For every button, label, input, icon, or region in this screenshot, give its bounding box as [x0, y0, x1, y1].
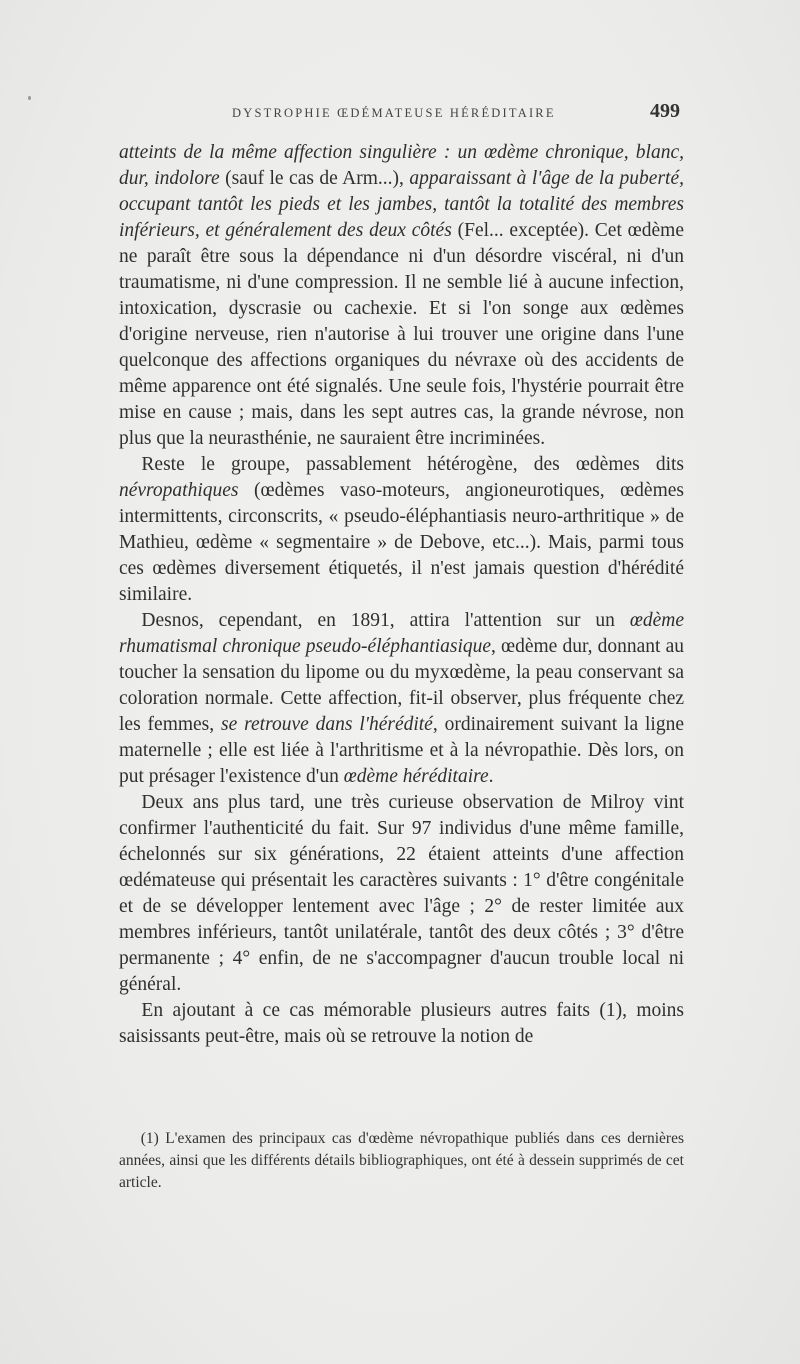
page-number: 499 — [650, 100, 680, 122]
body-text — [119, 140, 684, 1050]
paragraph — [119, 452, 684, 608]
paragraph — [119, 608, 684, 790]
paragraph — [119, 140, 684, 452]
footnote: (1) L'examen des principaux cas d'œdème névropathique publiés dans ces dernières années, ainsi que les différents détails bibliographiques, ont été à dessein supprimés de cet article. — [119, 1130, 684, 1191]
text-run: . — [488, 766, 494, 787]
text-run: (sauf le cas de Arm...), — [219, 168, 410, 189]
paragraph — [119, 998, 684, 1050]
text-run: , ordinairement suivant la ligne maternelle ; elle est liée à l'arthritisme et à la névropathie. Dès lors, on put présager l'existence d'un — [119, 714, 684, 787]
italic-text: névropathiques — [119, 480, 239, 501]
italic-text: œdème héréditaire — [343, 766, 489, 787]
text-run: Deux ans plus tard, une très curieuse observation de Milroy vint confirmer l'authenticité du fait. Sur 97 individus d'une même famille, échelonnés sur six générations, 22 étaient atteints d'une affection œdémateuse qui présentait les caractères suivants : 1° d'être congénitale et de se développer lentement avec l'âge ; 2° de rester limitée aux membres inférieurs, tantôt unilatérale, tantôt des deux côtés ; 3° d'être permanente ; 4° enfin, de ne s'accompagner d'aucun trouble local ni général. — [119, 792, 684, 995]
paragraph — [119, 790, 684, 998]
italic-text: œdème rhumatismal chronique pseudo-éléphantiasique — [119, 610, 684, 657]
text-run: Reste le groupe, passablement hétérogène, des œdèmes dits — [141, 454, 684, 475]
italic-text: se retrouve dans l'hérédité — [221, 714, 433, 735]
text-run: , œdème dur, donnant au toucher la sensation du lipome ou du myxœdème, la peau conservant sa coloration normale. Cette affection, fit-il observer, plus fréquente chez les femmes, — [119, 636, 684, 735]
text-run: Desnos, cependant, en 1891, attira l'attention sur un — [141, 610, 630, 631]
text-run: (Fel... exceptée). Cet œdème ne paraît être sous la dépendance ni d'un désordre viscéral, ni d'un traumatisme, ni d'une compression. Il ne semble lié à aucune infection, intoxication, dyscrasie ou cachexie. Et si l'on songe aux œdèmes d'origine nerveuse, rien n'autorise à lui trouver une origine dans l'une quelconque des affections organiques du névraxe où des accidents de même apparence ont été signalés. Une seule fois, l'hystérie pourrait être mise en cause ; mais, dans les sept autres cas, la grande névrose, non plus que la neurasthénie, ne sauraient être incriminées. — [119, 220, 684, 449]
running-header: DYSTROPHIE ŒDÉMATEUSE HÉRÉDITAIRE — [232, 106, 556, 120]
text-run: En ajoutant à ce cas mémorable plusieurs autres faits (1), moins saisissants peut-être, mais où se retrouve la notion de — [119, 1000, 684, 1047]
page-speck — [28, 96, 31, 100]
italic-text: atteints de la même affection singulière : un œdème chronique, blanc, dur, indolore — [119, 142, 684, 189]
text-run: (œdèmes vaso-moteurs, angioneurotiques, œdèmes intermittents, circonscrits, « pseudo-éléphantiasis neuro-arthritique » de Mathieu, œdème « segmentaire » de Debove, etc...). Mais, parmi tous ces œdèmes diversement étiquetés, il n'est jamais question d'hérédité similaire. — [119, 480, 684, 605]
italic-text: apparaissant à l'âge de la puberté, occupant tantôt les pieds et les jambes, tantôt la totalité des membres inférieurs, et généralement des deux côtés — [119, 168, 684, 241]
